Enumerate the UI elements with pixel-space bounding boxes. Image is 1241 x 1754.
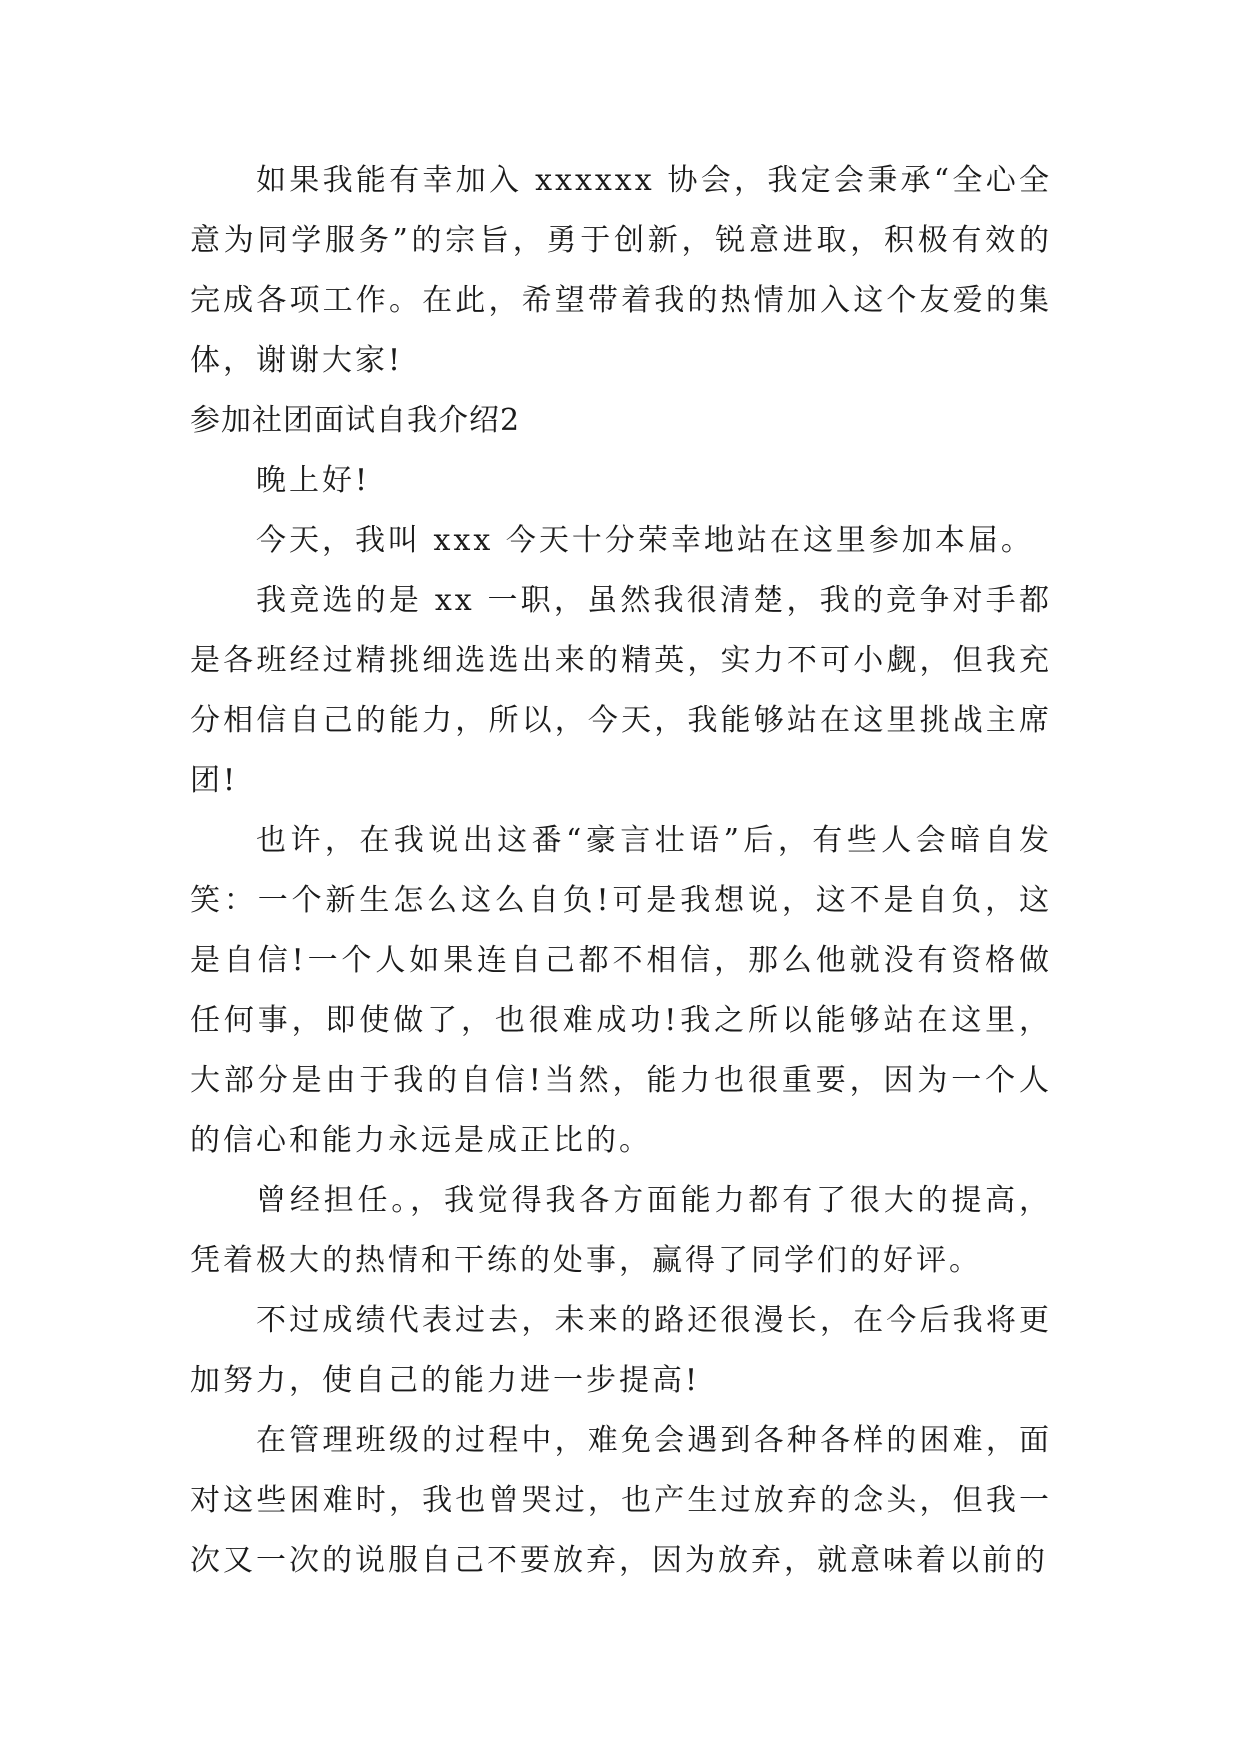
paragraph-confidence: 也许，在我说出这番“豪言壮语”后，有些人会暗自发笑：一个新生怎么这么自负!可是我想说，这不是自负，这是自信!一个人如果连自己都不相信，那么他就没有资格做任何事，即使做了，也很难成功!我之所以能够站在这里，大部分是由于我的自信!当然，能力也很重要，因为一个人的信心和能力永远是成正比的。 xyxy=(190,823,1052,1158)
paragraph-difficulties: 在管理班级的过程中，难免会遇到各种各样的困难，面对这些困难时，我也曾哭过，也产生过放弃的念头，但我一次又一次的说服自己不要放弃，因为放弃，就意味着以前的 xyxy=(190,1423,1052,1578)
paragraph-candidacy: 我竞选的是 xx 一职，虽然我很清楚，我的竞争对手都是各班经过精挑细选选出来的精英，实力不可小觑，但我充分相信自己的能力，所以，今天，我能够站在这里挑战主席团! xyxy=(190,583,1052,798)
document-body xyxy=(190,151,1052,1591)
paragraph-future: 不过成绩代表过去，未来的路还很漫长，在今后我将更加努力，使自己的能力进一步提高! xyxy=(190,1303,1052,1398)
paragraph-greeting: 晚上好! xyxy=(256,463,371,498)
paragraph-closing: 如果我能有幸加入 xxxxxx 协会，我定会秉承“全心全意为同学服务”的宗旨，勇于创新，锐意进取，积极有效的完成各项工作。在此，希望带着我的热情加入这个友爱的集体，谢谢大家! xyxy=(190,163,1052,378)
paragraph-intro: 今天，我叫 xxx 今天十分荣幸地站在这里参加本届。 xyxy=(256,523,1034,558)
paragraph-experience: 曾经担任。，我觉得我各方面能力都有了很大的提高，凭着极大的热情和干练的处事，赢得了同学们的好评。 xyxy=(190,1183,1052,1278)
section-title: 参加社团面试自我介绍2 xyxy=(190,403,521,438)
